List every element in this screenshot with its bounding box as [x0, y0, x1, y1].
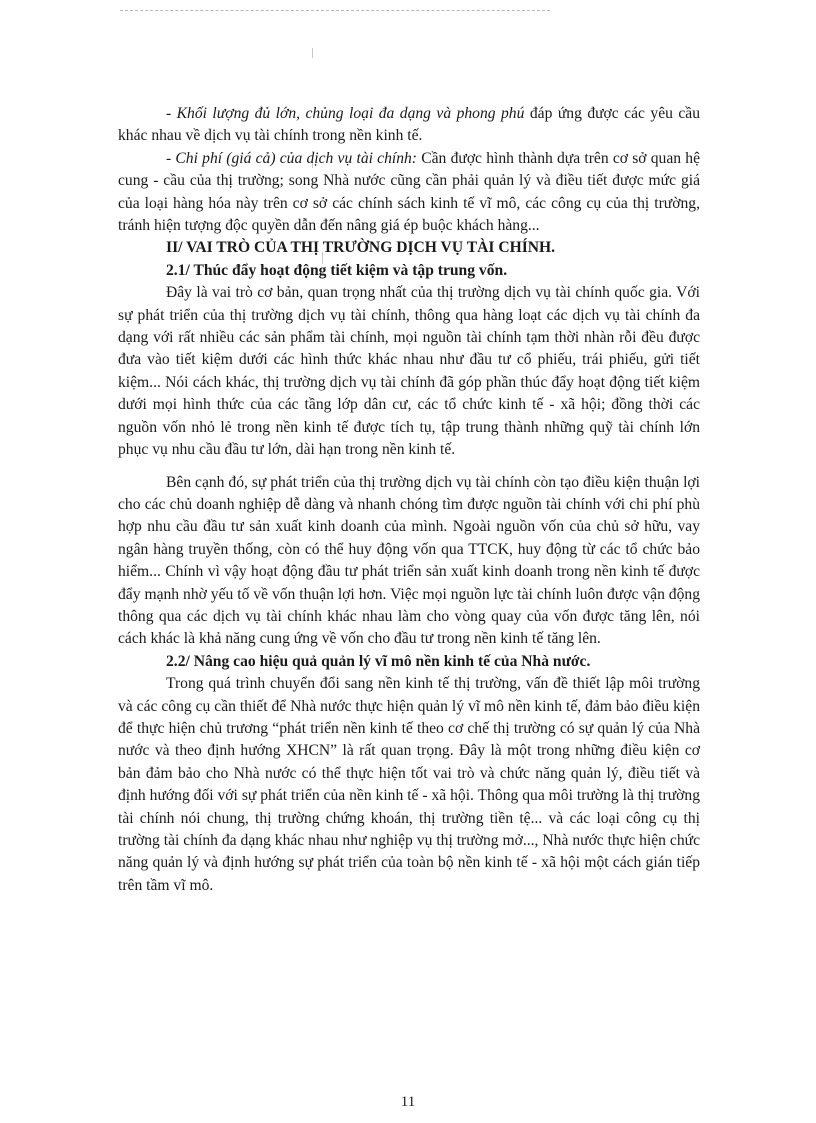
- paragraph: Trong quá trình chuyển đổi sang nền kinh tế thị trường, vấn đề thiết lập môi trường và các công cụ cần thiết để Nhà nước thực hiện quản lý vĩ mô nền kinh tế, đảm bảo điều kiện để thực hiện chủ trương “phát triển nền kinh tế theo cơ chế thị trường có sự quản lý của Nhà nước và theo định hướng XHCN” là rất quan trọng. Đây là một trong những điều kiện cơ bản đảm bảo cho Nhà nước có thể thực hiện tốt vai trò và chức năng quản lý, điều tiết và định hướng đối với sự phát triển của nền kinh tế - xã hội. Thông qua môi trường là thị trường tài chính nói chung, thị trường chứng khoán, thị trường tiền tệ... và các loại công cụ thị trường tài chính đa dạng khác nhau như nghiệp vụ thị trường mở..., Nhà nước thực hiện chức năng quản lý và định hướng sự phát triển của toàn bộ nền kinh tế - xã hội một cách gián tiếp trên tầm vĩ mô.: [118, 675, 700, 894]
- page-number: 11: [400, 1094, 416, 1110]
- subsection-title-2-1: 2.1/ Thúc đẩy hoạt động tiết kiệm và tập trung vốn.: [166, 261, 508, 279]
- subsection-title-2-2: 2.2/ Nâng cao hiệu quả quản lý vĩ mô nền kinh tế của Nhà nước.: [166, 652, 591, 670]
- bullet-cost-emphasis: - Chi phí (giá cả) của dịch vụ tài chính:: [166, 149, 418, 167]
- paragraph: Bên cạnh đó, sự phát triển của thị trường dịch vụ tài chính còn tạo điều kiện thuận lợi cho các chủ doanh nghiệp dễ dàng và nhanh chóng tìm được nguồn tài chính với chi phí phù hợp nhu cầu đầu tư sản xuất kinh doanh của mình. Ngoài nguồn vốn của chủ sở hữu, vay ngân hàng truyền thống, còn có thể huy động vốn qua TTCK, huy động từ các tổ chức bảo hiểm... Chính vì vậy hoạt động đầu tư phát triển sản xuất kinh doanh trong nền kinh tế được đẩy mạnh nhờ yếu tố về vốn thuận lợi hơn. Việc mọi nguồn lực tài chính luôn được vận động thông qua các dịch vụ tài chính khác nhau làm cho vòng quay của vốn được tăng lên, nói cách khác là khả năng cung ứng về vốn cho đầu tư trong nền kinh tế tăng lên.: [118, 473, 700, 648]
- bullet-cost-text: Cần được hình thành dựa trên cơ sở quan hệ cung - cầu của thị trường; song Nhà nước cũng cần phải quản lý và điều tiết được mức giá của loại hàng hóa này trên cơ sở các chính sách kinh tế vĩ mô, các công cụ của thị trường, tránh hiện tượng độc quyền dẫn đến nâng giá ép buộc khách hàng...: [118, 149, 701, 235]
- bullet-volume: [118, 103, 700, 148]
- section-title: II/ VAI TRÒ CỦA THỊ TRƯỜNG DỊCH VỤ TÀI CHÍNH.: [166, 239, 556, 257]
- paragraph: Đây là vai trò cơ bản, quan trọng nhất của thị trường dịch vụ tài chính quốc gia. Với sự phát triển của thị trường dịch vụ tài chính, thông qua hàng loạt các dịch vụ tài chính đa dạng với rất nhiều các sản phẩm tài chính, mọi nguồn tài chính tạm thời nhàn rỗi đều được đưa vào tiết kiệm dưới các hình thức khác nhau như đầu tư cổ phiếu, trái phiếu, gửi tiết kiệm... Nói cách khác, thị trường dịch vụ tài chính đã góp phần thúc đẩy hoạt động tiết kiệm dưới mọi hình thức của các tầng lớp dân cư, các tổ chức kinh tế - xã hội; đồng thời các nguồn vốn nhỏ lẻ trong nền kinh tế được tích tụ, tập trung thành những quỹ tài chính lớn phục vụ nhu cầu đầu tư lớn, dài hạn trong nền kinh tế.: [118, 284, 700, 459]
- scan-mark: [312, 48, 313, 58]
- bullet-volume-text: đáp ứng được các yêu cầu khác nhau về dịch vụ tài chính trong nền kinh tế.: [118, 105, 700, 145]
- bullet-cost: [118, 148, 700, 238]
- document-body: [118, 103, 700, 897]
- bullet-volume-emphasis: - Khối lượng đủ lớn, chủng loại đa dạng và phong phú: [166, 105, 525, 122]
- scan-artifact-top: [120, 10, 550, 13]
